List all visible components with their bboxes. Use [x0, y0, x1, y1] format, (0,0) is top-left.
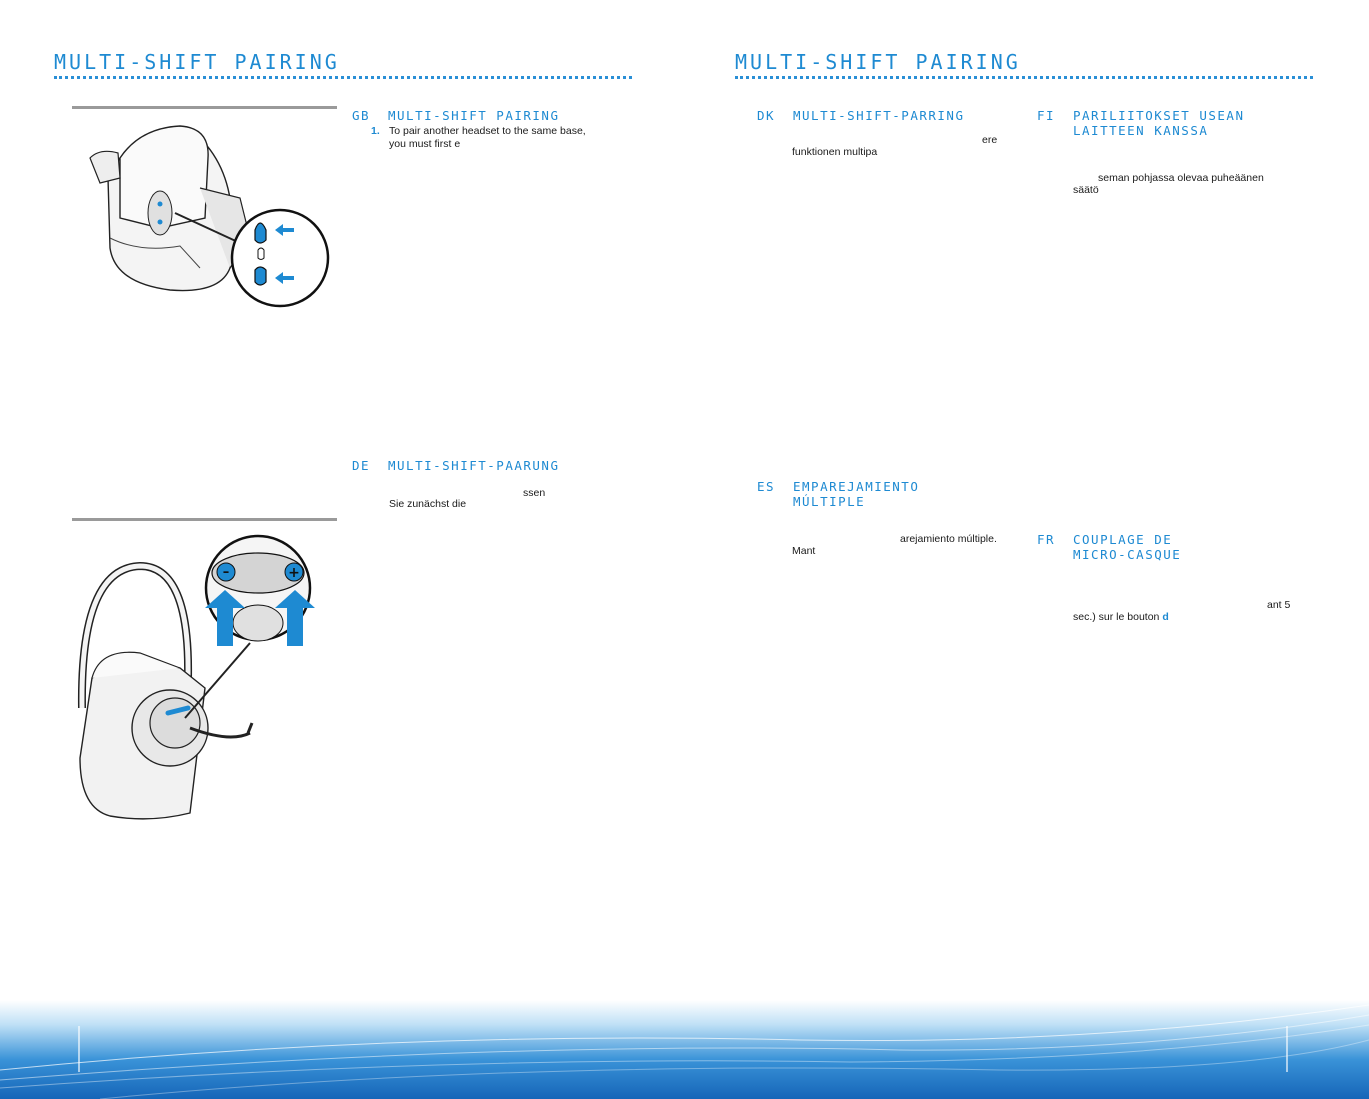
dk-heading-text: MULTI-SHIFT-PARRING [793, 108, 965, 123]
es-line-2: Mant [792, 545, 816, 557]
plus-label: + [288, 565, 300, 581]
fr-line-2-highlight: d [1162, 611, 1169, 623]
minus-label: – [222, 565, 230, 580]
fr-heading-line-1: COUPLAGE DE [1073, 532, 1173, 547]
es-heading-line-2: MÚLTIPLE [793, 494, 866, 509]
dk-line-2: funktionen multipa [792, 146, 878, 158]
fi-heading [1037, 108, 1245, 138]
left-page-title: MULTI-SHIFT PAIRING [54, 50, 340, 74]
fr-line-2 [1073, 611, 1169, 624]
right-title-rule [735, 76, 1313, 79]
figure-top-rule [72, 106, 337, 109]
de-line-1: ssen [523, 487, 546, 499]
gb-heading-text: MULTI-SHIFT PAIRING [388, 108, 560, 123]
headset-on-base-illustration [70, 528, 340, 828]
gb-heading [352, 108, 560, 123]
gb-step-1 [371, 125, 629, 151]
gb-step-number: 1. [371, 125, 380, 137]
gb-line-1: To pair another headset to the same base, [389, 125, 586, 137]
left-title-rule [54, 76, 632, 79]
gb-code: GB [352, 108, 371, 123]
footer-wave-band [0, 1000, 1369, 1099]
fr-line-2-text: sec.) sur le bouton [1073, 611, 1160, 623]
de-heading-text: MULTI-SHIFT-PAARUNG [388, 458, 560, 473]
fi-heading-line-2: LAITTEEN KANSSA [1073, 123, 1209, 138]
dk-heading [757, 108, 965, 123]
es-line-1: arejamiento múltiple. [900, 533, 997, 545]
figure-middle-rule [72, 518, 337, 521]
fr-line-1: ant 5 [1267, 599, 1291, 611]
fr-heading [1037, 532, 1181, 562]
es-heading-line-1: EMPAREJAMIENTO [793, 479, 920, 494]
gb-line-2: you must first e [389, 138, 461, 150]
base-with-buttons-illustration [80, 118, 350, 318]
fi-heading-line-1: PARILIITOKSET USEAN [1073, 108, 1245, 123]
right-page-title: MULTI-SHIFT PAIRING [735, 50, 1021, 74]
es-code: ES [757, 479, 776, 494]
de-heading [352, 458, 560, 473]
fi-line-2: säätö [1073, 184, 1099, 196]
de-code: DE [352, 458, 371, 473]
de-line-2: Sie zunächst die [389, 498, 467, 510]
fr-heading-line-2: MICRO-CASQUE [1073, 547, 1182, 562]
fi-code: FI [1037, 108, 1056, 123]
fr-code: FR [1037, 532, 1056, 547]
dk-code: DK [757, 108, 776, 123]
es-heading [757, 479, 919, 509]
dk-line-1: ere [982, 134, 998, 146]
fi-line-1: seman pohjassa olevaa puheäänen [1098, 172, 1264, 184]
